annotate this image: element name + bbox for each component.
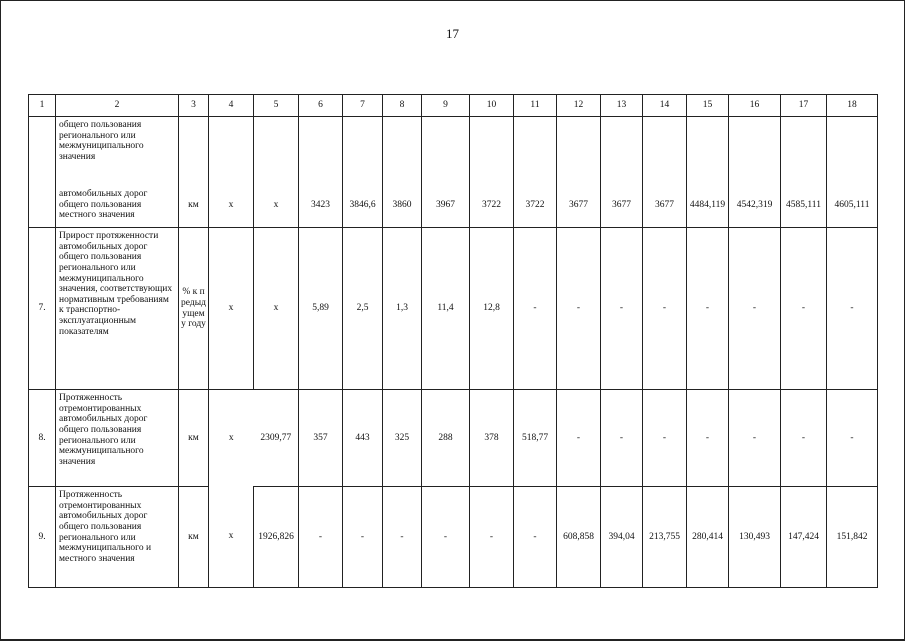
table-row bbox=[29, 487, 878, 588]
value-cell bbox=[422, 117, 470, 184]
value-cell bbox=[557, 117, 601, 184]
value-cell: - bbox=[827, 390, 878, 487]
value-cell: 3677 bbox=[557, 183, 601, 228]
header-cell: 15 bbox=[687, 95, 729, 117]
value-cell: 147,424 bbox=[781, 487, 827, 588]
table-row bbox=[29, 390, 878, 487]
value-cell: 1926,826 bbox=[254, 487, 299, 588]
header-cell: 18 bbox=[827, 95, 878, 117]
value-cell: - bbox=[643, 228, 687, 390]
row-description: Прирост протяженности автомобильных дорог общего пользования регионального или межмуниципального значения, соответствующих нормативным требованиям к транспортно-эксплуатационным показателям bbox=[56, 228, 179, 390]
value-cell: 151,842 bbox=[827, 487, 878, 588]
value-cell bbox=[514, 117, 557, 184]
value-cell: 4585,111 bbox=[781, 183, 827, 228]
value-cell bbox=[470, 117, 514, 184]
value-cell: - bbox=[781, 228, 827, 390]
value-cell: 11,4 bbox=[422, 228, 470, 390]
value-cell: х bbox=[209, 390, 254, 487]
row-description: общего пользования регионального или межмуниципального значения bbox=[56, 117, 179, 184]
header-cell: 12 bbox=[557, 95, 601, 117]
value-cell: 3722 bbox=[514, 183, 557, 228]
value-cell: 288 bbox=[422, 390, 470, 487]
header-cell: 8 bbox=[383, 95, 422, 117]
value-cell: х bbox=[254, 228, 299, 390]
header-cell: 4 bbox=[209, 95, 254, 117]
value-cell: 1,3 bbox=[383, 228, 422, 390]
header-cell: 2 bbox=[56, 95, 179, 117]
value-cell: 325 bbox=[383, 390, 422, 487]
row-description: Протяженность отремонтированных автомобильных дорог общего пользования регионального или межмуниципального и местного значения bbox=[56, 487, 179, 588]
value-cell bbox=[827, 117, 878, 184]
value-cell: 2309,77 bbox=[254, 390, 299, 487]
unit-cell: % к предыдущему году bbox=[179, 228, 209, 390]
row-number-cell: 7. bbox=[29, 228, 56, 390]
header-cell: 1 bbox=[29, 95, 56, 117]
value-cell: 443 bbox=[343, 390, 383, 487]
header-cell: 3 bbox=[179, 95, 209, 117]
unit-cell: км bbox=[179, 183, 209, 228]
value-cell: 213,755 bbox=[643, 487, 687, 588]
table-row bbox=[29, 183, 878, 228]
value-cell: - bbox=[299, 487, 343, 588]
value-cell: - bbox=[827, 228, 878, 390]
row-number-cell bbox=[29, 183, 56, 228]
table-header-row bbox=[29, 95, 878, 117]
value-cell: - bbox=[557, 228, 601, 390]
value-cell bbox=[687, 117, 729, 184]
header-cell: 17 bbox=[781, 95, 827, 117]
row-number-cell bbox=[29, 117, 56, 184]
table-row bbox=[29, 228, 878, 390]
value-cell: - bbox=[557, 390, 601, 487]
value-cell: 3722 bbox=[470, 183, 514, 228]
unit-cell bbox=[179, 117, 209, 184]
unit-cell: км bbox=[179, 390, 209, 487]
row-number-cell: 8. bbox=[29, 390, 56, 487]
data-table bbox=[28, 94, 878, 588]
value-cell: - bbox=[422, 487, 470, 588]
value-cell: 3846,6 bbox=[343, 183, 383, 228]
row-description: Протяженность отремонтированных автомобильных дорог общего пользования регионального или межмуниципального значения bbox=[56, 390, 179, 487]
value-cell: х bbox=[209, 183, 254, 228]
value-cell bbox=[729, 117, 781, 184]
value-cell: - bbox=[687, 390, 729, 487]
value-cell: 12,8 bbox=[470, 228, 514, 390]
value-cell: - bbox=[470, 487, 514, 588]
value-cell bbox=[254, 117, 299, 184]
page-number: 17 bbox=[446, 26, 459, 41]
header-cell: 5 bbox=[254, 95, 299, 117]
value-cell: 378 bbox=[470, 390, 514, 487]
value-cell: - bbox=[781, 390, 827, 487]
value-cell: 2,5 bbox=[343, 228, 383, 390]
value-cell: - bbox=[514, 228, 557, 390]
table-row bbox=[29, 117, 878, 184]
value-cell bbox=[601, 117, 643, 184]
value-cell: 3677 bbox=[601, 183, 643, 228]
value-cell bbox=[643, 117, 687, 184]
value-cell: 4484,119 bbox=[687, 183, 729, 228]
value-cell: 4542,319 bbox=[729, 183, 781, 228]
value-cell: - bbox=[687, 228, 729, 390]
row-description: автомобильных дорог общего пользования местного значения bbox=[56, 183, 179, 228]
header-cell: 16 bbox=[729, 95, 781, 117]
header-cell: 10 bbox=[470, 95, 514, 117]
value-cell bbox=[209, 117, 254, 184]
value-cell: 3967 bbox=[422, 183, 470, 228]
value-cell: 518,77 bbox=[514, 390, 557, 487]
value-cell: 5,89 bbox=[299, 228, 343, 390]
value-cell: 3677 bbox=[643, 183, 687, 228]
unit-cell: км bbox=[179, 487, 209, 588]
value-cell: 357 bbox=[299, 390, 343, 487]
value-cell: - bbox=[343, 487, 383, 588]
value-cell: 130,493 bbox=[729, 487, 781, 588]
header-cell: 7 bbox=[343, 95, 383, 117]
value-cell bbox=[383, 117, 422, 184]
row-number-cell: 9. bbox=[29, 487, 56, 588]
value-cell: - bbox=[729, 228, 781, 390]
value-cell: 394,04 bbox=[601, 487, 643, 588]
header-cell: 11 bbox=[514, 95, 557, 117]
value-cell: - bbox=[729, 390, 781, 487]
value-cell: 280,414 bbox=[687, 487, 729, 588]
header-cell: 6 bbox=[299, 95, 343, 117]
value-cell: 4605,111 bbox=[827, 183, 878, 228]
value-cell: х bbox=[209, 228, 254, 390]
header-cell: 13 bbox=[601, 95, 643, 117]
header-cell: 9 bbox=[422, 95, 470, 117]
value-cell: - bbox=[383, 487, 422, 588]
header-cell: 14 bbox=[643, 95, 687, 117]
value-cell: 608,858 bbox=[557, 487, 601, 588]
value-cell: - bbox=[601, 390, 643, 487]
value-cell: х bbox=[209, 487, 254, 588]
value-cell bbox=[343, 117, 383, 184]
value-cell: х bbox=[254, 183, 299, 228]
value-cell: 3860 bbox=[383, 183, 422, 228]
value-cell bbox=[299, 117, 343, 184]
value-cell: - bbox=[643, 390, 687, 487]
value-cell: - bbox=[601, 228, 643, 390]
value-cell bbox=[781, 117, 827, 184]
value-cell: 3423 bbox=[299, 183, 343, 228]
value-cell: - bbox=[514, 487, 557, 588]
